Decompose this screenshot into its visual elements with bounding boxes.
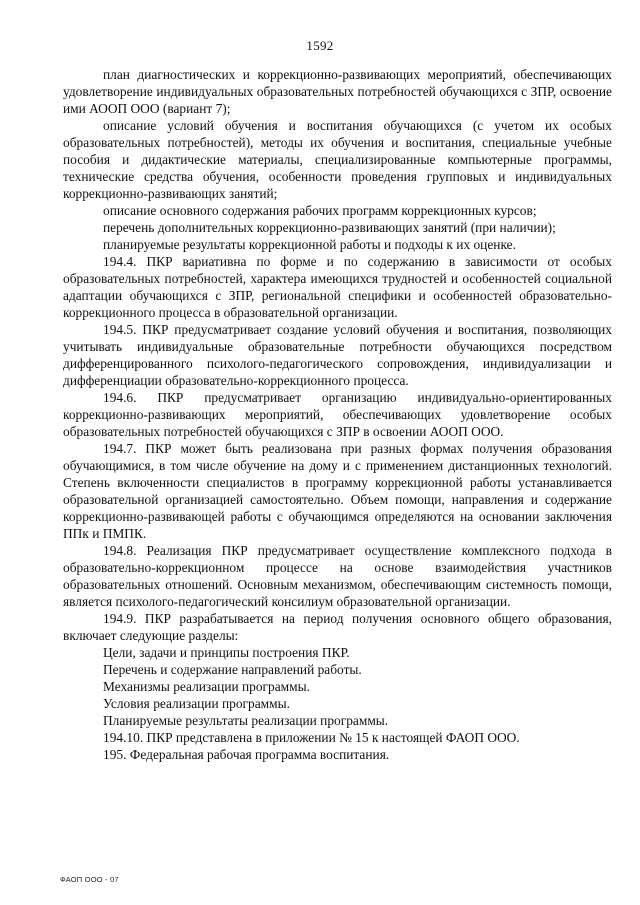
paragraph-195: 195. Федеральная рабочая программа воспитания. xyxy=(103,747,390,762)
paragraph: описание основного содержания рабочих программ коррекционных курсов; xyxy=(103,203,537,218)
section-list-item: Перечень и содержание направлений работы. xyxy=(103,662,362,677)
paragraph: перечень дополнительных коррекционно-развивающих занятий (при наличии); xyxy=(103,220,556,235)
paragraph-194-4: 194.4. ПКР вариативна по форме и по содержанию в зависимости от особых образовательных потребностей, характера имеющихся трудностей и особенностей социальной адаптации обучающихся с ЗПР, региональной специфики и особенностей образовательно-коррекционного процесса в образовательной организации. xyxy=(63,254,612,320)
paragraph-194-8: 194.8. Реализация ПКР предусматривает осуществление комплексного подхода в образовательно-коррекционном процессе на основе взаимодействия участников образовательных отношений. Основным механизмом, обеспечивающим системность помощи, является психолого-педагогический консилиум образовательной организации. xyxy=(63,543,612,609)
paragraph: планируемые результаты коррекционной работы и подходы к их оценке. xyxy=(103,237,516,252)
section-list-item: Условия реализации программы. xyxy=(103,696,290,711)
paragraph-194-10: 194.10. ПКР представлена в приложении № 15 к настоящей ФАОП ООО. xyxy=(103,730,520,745)
section-list-item: Цели, задачи и принципы построения ПКР. xyxy=(103,645,350,660)
page-number: 1592 xyxy=(306,38,334,53)
document-body xyxy=(63,66,612,763)
footer-code: ФАОП ООО - 07 xyxy=(60,875,119,884)
section-list-item: Планируемые результаты реализации программы. xyxy=(103,713,389,728)
paragraph-194-6: 194.6. ПКР предусматривает организацию индивидуально-ориентированных коррекционно-развивающих мероприятий, обеспечивающих удовлетворение особых образовательных потребностей обучающихся с ЗПР в освоении АООП ООО. xyxy=(63,390,612,439)
paragraph-194-7: 194.7. ПКР может быть реализована при разных формах получения образования обучающимися, в том числе обучение на дому и с применением дистанционных технологий. Степень включенности специалистов в программу коррекционной работы устанавливается образовательной организацией самостоятельно. Объем помощи, направления и содержание коррекционно-развивающей работы с обучающимся определяются на основании заключения ППк и ПМПК. xyxy=(63,441,612,541)
paragraph-194-5: 194.5. ПКР предусматривает создание условий обучения и воспитания, позволяющих учитывать индивидуальные образовательные потребности обучающихся посредством дифференцированного психолого-педагогического сопровождения, индивидуализации и дифференциации образовательно-коррекционного процесса. xyxy=(63,322,612,388)
paragraph-194-9: 194.9. ПКР разрабатывается на период получения основного общего образования, включает следующие разделы: xyxy=(63,611,612,643)
paragraph: план диагностических и коррекционно-развивающих мероприятий, обеспечивающих удовлетворение индивидуальных образовательных потребностей обучающихся с ЗПР, освоение ими АООП ООО (вариант 7); xyxy=(63,67,612,116)
section-list-item: Механизмы реализации программы. xyxy=(103,679,310,694)
paragraph: описание условий обучения и воспитания обучающихся (с учетом их особых образовательных потребностей), методы их обучения и воспитания, специальные учебные пособия и дидактические материалы, специализированные компьютерные программы, технические средства обучения, особенности проведения групповых и индивидуальных коррекционно-развивающих занятий; xyxy=(63,118,612,201)
